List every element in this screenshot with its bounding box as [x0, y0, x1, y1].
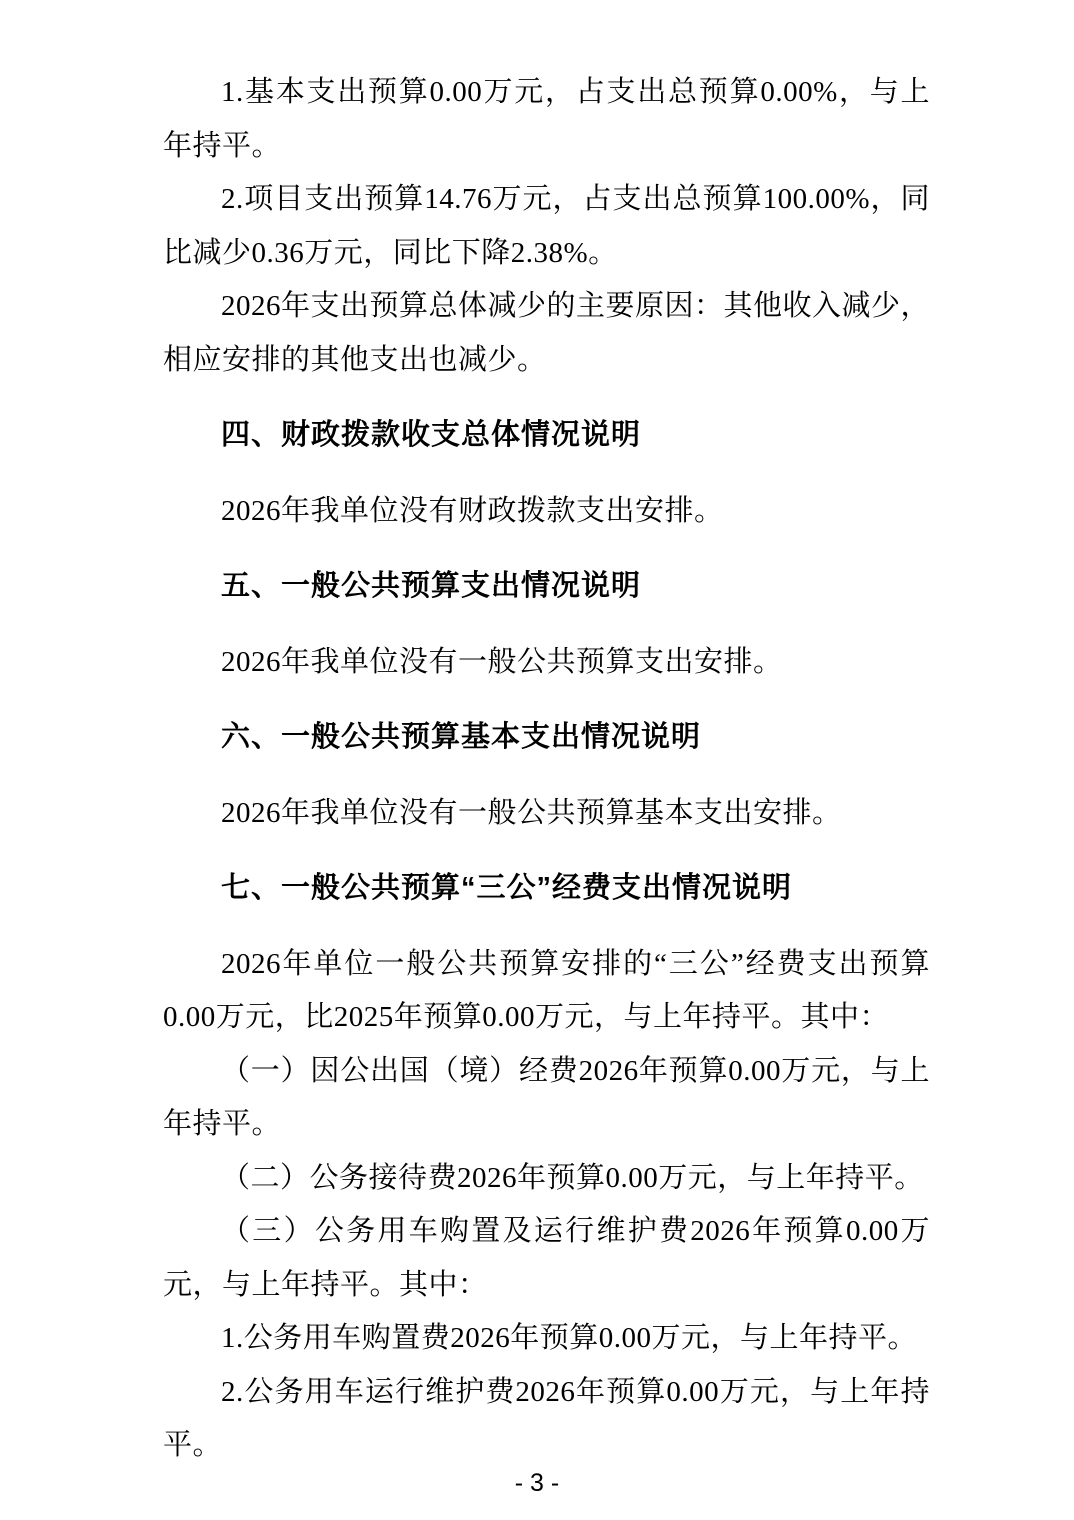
paragraph-decrease-reason: 2026年支出预算总体减少的主要原因：其他收入减少，相应安排的其他支出也减少。: [163, 290, 931, 376]
paragraph-vehicle-expense: （三）公务用车购置及运行维护费2026年预算0.00万元，与上年持平。其中：: [163, 1215, 930, 1301]
paragraph-basic-expense: 1.基本支出预算0.00万元，占支出总预算0.00%，与上年持平。: [163, 76, 930, 162]
paragraph-fiscal-appropriation: 2026年我单位没有财政拨款支出安排。: [221, 494, 724, 527]
paragraph-abroad-expense: （一）因公出国（境）经费2026年预算0.00万元，与上年持平。: [163, 1054, 930, 1140]
document-body: [163, 66, 930, 1473]
paragraph-general-budget: 2026年我单位没有一般公共预算支出安排。: [221, 645, 783, 678]
paragraph-project-expense: 2.项目支出预算14.76万元，占支出总预算100.00%，同比减少0.36万元，同比下降2.38%。: [163, 183, 930, 269]
paragraph-three-public-total: 2026年单位一般公共预算安排的“三公”经费支出预算0.00万元，比2025年预算0.00万元，与上年持平。其中：: [163, 947, 930, 1033]
paragraph-general-basic-budget: 2026年我单位没有一般公共预算基本支出安排。: [221, 796, 842, 829]
section-heading-5: 五、一般公共预算支出情况说明: [221, 570, 642, 602]
section-heading-6: 六、一般公共预算基本支出情况说明: [221, 721, 702, 753]
paragraph-vehicle-purchase: 1.公务用车购置费2026年预算0.00万元，与上年持平。: [221, 1322, 918, 1354]
paragraph-reception-expense: （二）公务接待费2026年预算0.00万元，与上年持平。: [221, 1161, 924, 1194]
section-heading-4: 四、财政拨款收支总体情况说明: [221, 419, 642, 451]
paragraph-vehicle-maintenance: 2.公务用车运行维护费2026年预算0.00万元，与上年持平。: [163, 1375, 930, 1461]
section-heading-7: 七、一般公共预算“三公”经费支出情况说明: [221, 872, 793, 904]
page-number: - 3 -: [514, 1469, 560, 1497]
